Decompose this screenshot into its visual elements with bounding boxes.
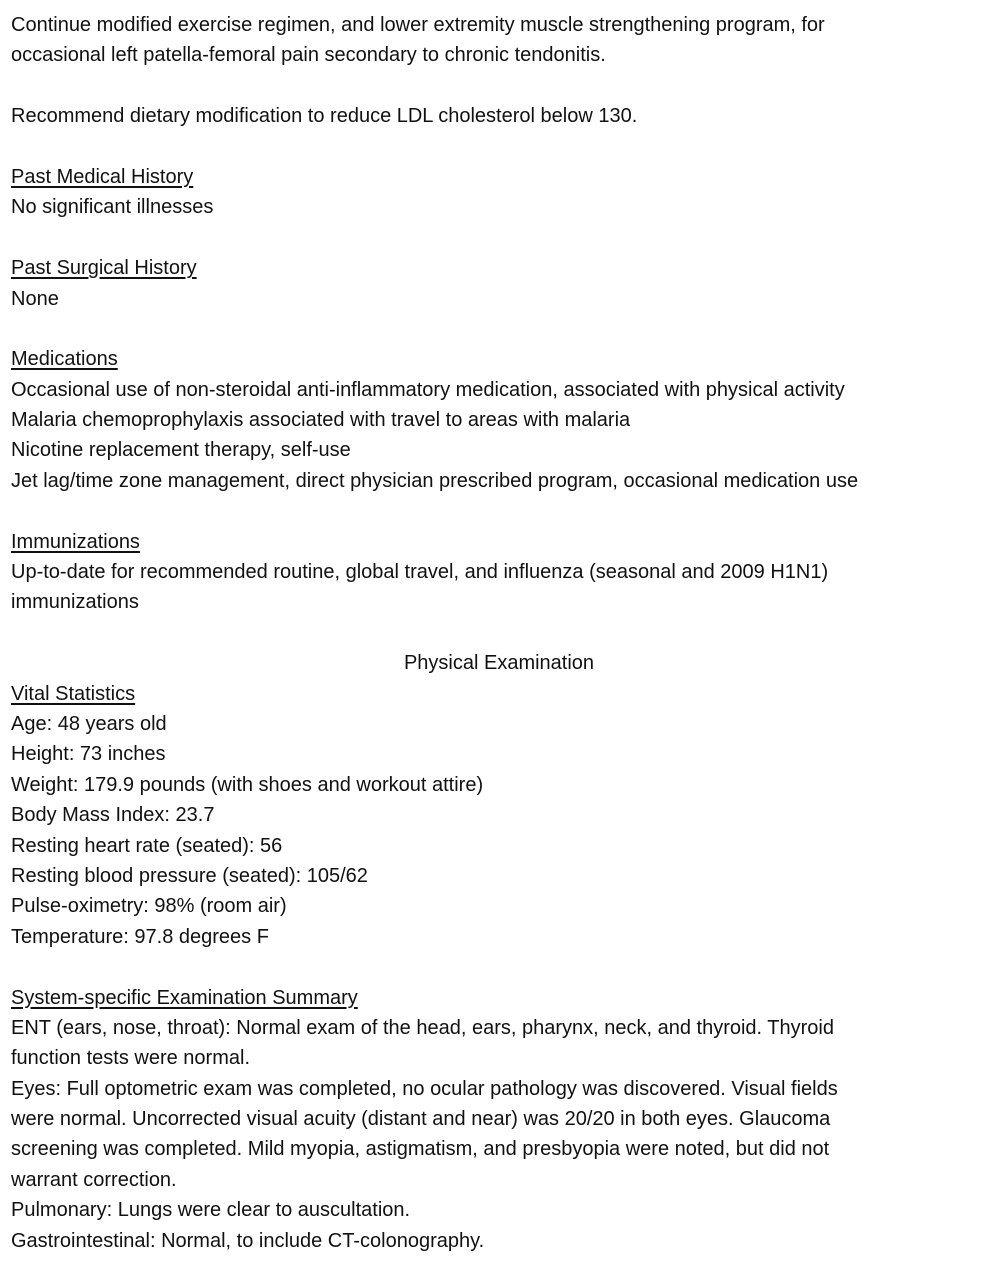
system-exam-line: function tests were normal. <box>11 1047 250 1070</box>
medical-document <box>11 10 987 1256</box>
immunizations-heading: Immunizations <box>11 530 140 553</box>
physical-exam-title: Physical Examination <box>403 652 595 675</box>
medication-item: Jet lag/time zone management, direct physician prescribed program, occasional medication use <box>11 469 859 492</box>
vital-pulse-oximetry: Pulse-oximetry: 98% (room air) <box>11 895 287 918</box>
system-exam-line: ENT (ears, nose, throat): Normal exam of the head, ears, pharynx, neck, and thyroid. Thyroid <box>11 1016 834 1039</box>
intro-line-2: occasional left patella-femoral pain secondary to chronic tendonitis. <box>11 44 606 67</box>
spacer <box>11 71 987 101</box>
system-exam-section <box>11 983 987 1257</box>
system-exam-line: Eyes: Full optometric exam was completed, no ocular pathology was discovered. Visual fields <box>11 1077 838 1100</box>
medication-item: Malaria chemoprophylaxis associated with travel to areas with malaria <box>11 409 631 432</box>
medications-heading: Medications <box>11 348 118 371</box>
past-medical-heading: Past Medical History <box>11 165 194 188</box>
medication-item: Nicotine replacement therapy, self-use <box>11 439 351 462</box>
vital-temperature: Temperature: 97.8 degrees F <box>11 925 269 948</box>
vital-bmi: Body Mass Index: 23.7 <box>11 804 215 827</box>
spacer <box>11 496 987 526</box>
immunizations-section <box>11 527 987 618</box>
medications-section <box>11 344 987 496</box>
system-exam-line: Pulmonary: Lungs were clear to auscultation. <box>11 1199 411 1222</box>
past-surgical-text: None <box>11 287 59 310</box>
past-surgical-section <box>11 253 987 314</box>
system-exam-line: screening was completed. Mild myopia, astigmatism, and presbyopia were noted, but did not <box>11 1138 830 1161</box>
vital-age: Age: 48 years old <box>11 712 167 735</box>
spacer <box>11 223 987 253</box>
spacer <box>11 132 987 162</box>
immunizations-line-2: immunizations <box>11 591 139 614</box>
intro-line-1: Continue modified exercise regimen, and lower extremity muscle strengthening program, for <box>11 14 825 36</box>
spacer <box>11 618 987 648</box>
intro-section <box>11 10 987 132</box>
system-exam-line: were normal. Uncorrected visual acuity (distant and near) was 20/20 in both eyes. Glaucoma <box>11 1108 831 1131</box>
medication-item: Occasional use of non-steroidal anti-inflammatory medication, associated with physical activity <box>11 378 845 401</box>
system-exam-heading: System-specific Examination Summary <box>11 986 358 1009</box>
past-medical-section <box>11 162 987 223</box>
vital-weight: Weight: 179.9 pounds (with shoes and workout attire) <box>11 773 484 796</box>
system-exam-line: warrant correction. <box>11 1168 177 1191</box>
immunizations-line-1: Up-to-date for recommended routine, global travel, and influenza (seasonal and 2009 H1N1) <box>11 561 829 584</box>
spacer <box>11 314 987 344</box>
vitals-heading: Vital Statistics <box>11 682 136 705</box>
vital-blood-pressure: Resting blood pressure (seated): 105/62 <box>11 864 368 887</box>
vital-heart-rate: Resting heart rate (seated): 56 <box>11 834 283 857</box>
past-medical-text: No significant illnesses <box>11 196 214 219</box>
vitals-section <box>11 679 987 953</box>
system-exam-line: Gastrointestinal: Normal, to include CT-colonography. <box>11 1229 485 1252</box>
past-surgical-heading: Past Surgical History <box>11 257 197 280</box>
spacer <box>11 952 987 982</box>
vital-height: Height: 73 inches <box>11 743 166 766</box>
ldl-recommendation: Recommend dietary modification to reduce LDL cholesterol below 130. <box>11 105 638 128</box>
